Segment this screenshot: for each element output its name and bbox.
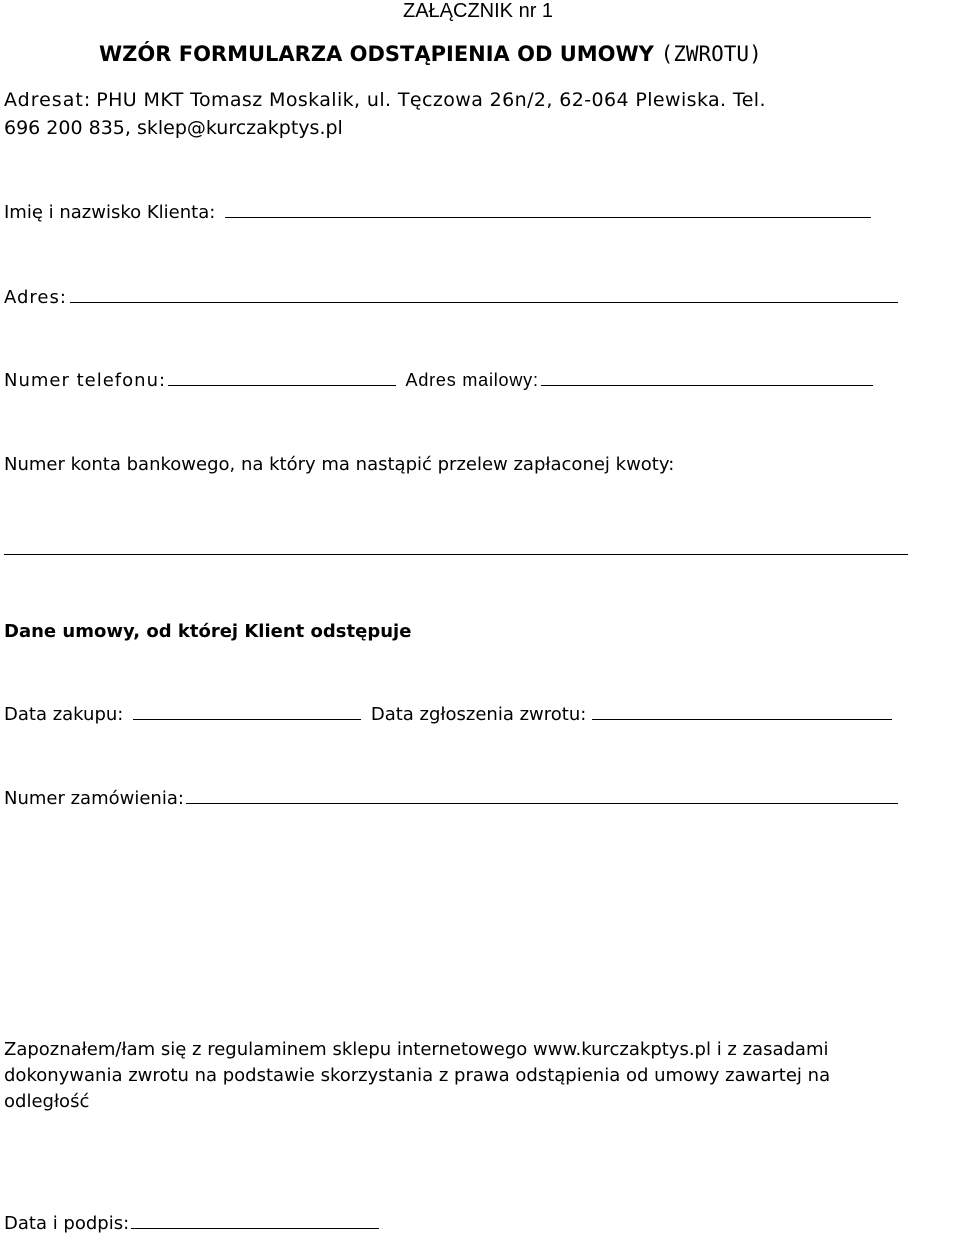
address-input-line[interactable] xyxy=(70,288,898,303)
signature-row xyxy=(4,1213,379,1234)
bank-account-label: Numer konta bankowego, na który ma nastąpić przelew zapłaconej kwoty: xyxy=(4,454,675,475)
order-number-label: Numer zamówienia: xyxy=(4,788,184,809)
addressee-line-2: 696 200 835, sklep@kurczakptys.pl xyxy=(4,117,343,139)
return-date-input-line[interactable] xyxy=(592,705,892,720)
name-label: Imię i nazwisko Klienta xyxy=(4,202,210,223)
address-label: Adres: xyxy=(4,287,67,308)
form-title-suffix: (ZWROTU) xyxy=(660,42,762,66)
statement-line-1: Zapoznałem/łam się z regulaminem sklepu internetowego www.kurczakptys.pl i z zasadami xyxy=(4,1039,829,1060)
name-label-colon: : xyxy=(209,202,222,223)
signature-label: Data i podpis: xyxy=(4,1213,130,1234)
purchase-date-input-line[interactable] xyxy=(133,705,361,720)
attachment-label: ZAŁĄCZNIK nr 1 xyxy=(403,0,554,22)
form-title xyxy=(99,42,762,66)
order-number-row xyxy=(4,788,898,809)
phone-input-line[interactable] xyxy=(168,371,396,386)
addressee-line-1 xyxy=(4,89,766,111)
statement-line-2: dokonywania zwrotu na podstawie skorzystania z prawa odstąpienia od umowy zawartej na xyxy=(4,1065,831,1086)
purchase-date-label: Data zakupu: xyxy=(4,704,124,725)
contract-data-heading: Dane umowy, od której Klient odstępuje xyxy=(4,621,412,642)
addressee-text-line-1: PHU MKT Tomasz Moskalik, ul. Tęczowa 26n/2, 62-064 Plewiska. Tel. xyxy=(96,89,766,111)
bank-account-input-line[interactable] xyxy=(4,540,908,555)
dates-field-row xyxy=(4,704,892,725)
addressee-colon: : xyxy=(83,89,97,111)
email-label: Adres mailowy: xyxy=(405,370,539,390)
contact-field-row xyxy=(4,370,873,391)
form-title-main: WZÓR FORMULARZA ODSTĄPIENIA OD UMOWY xyxy=(99,42,654,66)
email-input-line[interactable] xyxy=(541,371,873,386)
statement-line-3: odległość xyxy=(4,1091,90,1112)
address-field-row xyxy=(4,287,898,308)
phone-label: Numer telefonu: xyxy=(4,370,167,391)
name-field-row xyxy=(4,202,871,223)
return-date-label: Data zgłoszenia zwrotu: xyxy=(370,704,587,725)
order-number-input-line[interactable] xyxy=(186,789,898,804)
name-input-line[interactable] xyxy=(225,203,871,218)
signature-input-line[interactable] xyxy=(131,1214,379,1229)
addressee-label: Adresat xyxy=(4,89,84,111)
